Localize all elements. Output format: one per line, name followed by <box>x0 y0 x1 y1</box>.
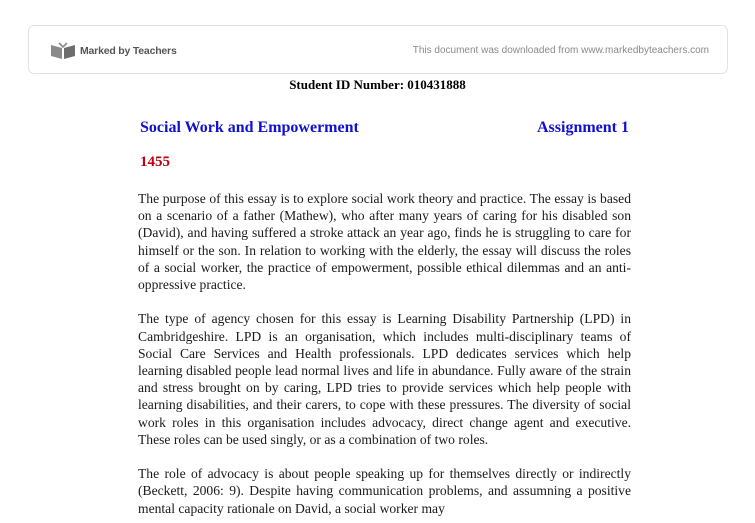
brand-name: Marked by Teachers <box>80 45 177 57</box>
download-note: This document was downloaded from www.markedbyteachers.com <box>412 45 709 56</box>
paragraph: The type of agency chosen for this essay is Learning Disability Partnership (LPD) in Cambridgeshire. LPD is an organisation, which includes multi-disciplinary teams of Social Care Services and Health professionals. LPD dedicates services which help learning disabled people lead normal lives and life in abundance. Fully aware of the strain and stress brought on by caring, LPD tries to provide services which help people with learning disabilities, and their carers, to cope with these pressures. The diversity of social work roles in this organisation includes advocacy, direct change agent and executive. These roles can be used singly, or as a combination of two roles. <box>138 311 631 447</box>
document-title: Social Work and Empowerment <box>140 119 359 136</box>
download-banner <box>28 25 728 74</box>
paragraph: The role of advocacy is about people speaking up for themselves directly or indirectly (Beckett, 2006: 9). Despite having communication problems, and assumning a positive mental capacity rationale on David, a social worker may <box>138 466 631 516</box>
document-body <box>138 190 631 523</box>
assignment-label: Assignment 1 <box>536 119 629 136</box>
title-row <box>140 119 629 139</box>
document-number: 1455 <box>140 154 170 170</box>
student-id: Student ID Number: 010431888 <box>289 77 466 92</box>
book-icon <box>50 42 76 60</box>
paragraph: The purpose of this essay is to explore social work theory and practice. The essay is based on a scenario of a father (Mathew), who after many years of caring for his disabled son (David), and having suffered a stroke attack an year ago, finds he is struggling to care for himself or the son. In relation to working with the elderly, the essay will discuss the roles of a social worker, the practice of empowerment, possible ethical dilemmas and an anti-oppressive practice. <box>138 191 631 293</box>
brand-logo[interactable] <box>50 42 177 60</box>
